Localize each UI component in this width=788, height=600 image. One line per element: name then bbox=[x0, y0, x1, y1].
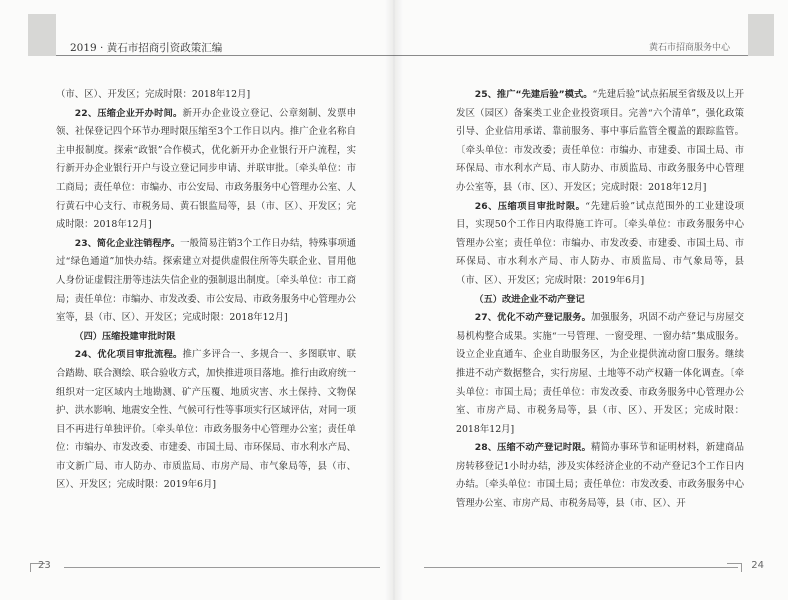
paragraph: 28、压缩不动产登记时限。精简办事环节和证明材料，新建商品房转移登记1小时办结，涉及实体经济企业的不动产登记3个工作日内办结。〔牵头单位：市国土局；责任单位：市发改委、市政务服务中心管理办公室、市房产局、市税务局等，县（市、区）、开 bbox=[456, 442, 744, 510]
paragraph-lead: 25、推广“先建后验”模式。 bbox=[474, 89, 593, 100]
header-tab bbox=[748, 14, 774, 56]
paragraph: 27、优化不动产登记服务。加强服务，巩固不动产登记与房屋交易机构整合成果。实施“一号管理、一窗受理、一窗办结”集成服务。设立企业直通车、企业自助服务区，为企业提供流动窗口服务。继续推进不动产数据整合，实行房屋、土地等不动产权籍一体化调查。〔牵头单位：市国土局；责任单位：市发改委、市政务服务中心管理办公室、市房产局、市税务局等，县（市、区）、开发区；完成时限：2018年12月] bbox=[456, 312, 744, 435]
page-number: 24 bbox=[751, 560, 764, 571]
paragraph-lead: 23、简化企业注销程序。 bbox=[74, 237, 181, 249]
section-title: （五）改进企业不动产登记 bbox=[474, 293, 585, 305]
paragraph: 23、简化企业注销程序。一般简易注销3个工作日办结，特殊事项通过“绿色通道”加快办结。探索建立对提供虚假住所等失联企业、冒用他人身份证虚假注册等违法失信企业的强制退出制度。〔牵头单位：市工商局；责任单位：市编办、市发改委、市公安局、市政务服务中心管理办公室等，县（市、区）、开发区；完成时限：2018年12月] bbox=[56, 237, 357, 324]
right-page bbox=[394, 0, 788, 600]
paragraph: （市、区）、开发区；完成时限：2018年12月] bbox=[56, 89, 251, 100]
page-body bbox=[56, 86, 356, 495]
paragraph-lead: 26、压缩项目审批时限。 bbox=[474, 200, 586, 212]
paragraph-lead: 28、压缩不动产登记时限。 bbox=[474, 442, 592, 454]
page-body bbox=[456, 86, 744, 514]
running-header: 黄石市招商服务中心 bbox=[648, 43, 730, 53]
paragraph-lead: 27、优化不动产登记服务。 bbox=[474, 312, 592, 324]
footer-rule bbox=[424, 567, 738, 568]
paragraph: 24、优化项目审批流程。推广多评合一、多规合一、多图联审、联合踏勘、联合测绘、联合验收方式，加快推进项目落地。推行由政府统一组织对一定区域内土地勘测、矿产压覆、地质灾害、水土保持、文物保护、洪水影响、地震安全性、气候可行性等事项实行区域评估，对同一项目不再进行单独评价。〔牵头单位：市政务服务中心管理办公室；责任单位：市编办、市发改委、市建委、市国土局、市环保局、市水利水产局、市文新广局、市人防办、市质监局、市房产局、市气象局等，县（市、区）、开发区；完成时限：2019年6月] bbox=[56, 349, 357, 491]
footer-ornament bbox=[727, 563, 742, 572]
paragraph: 22、压缩企业开办时间。新开办企业设立登记、公章刻制、发票申领、社保登记四个环节办理时限压缩至3个工作日以内。推广企业名称自主申报制度。探索“政银”合作模式，优化新开办企业银行开户流程，实行新开办企业银行开户与设立登记同步申请、并联审批。〔牵头单位：市工商局；责任单位：市编办、市公安局、市政务服务中心管理办公室、人行黄石中心支行、市税务局、黄石银监局等，县（市、区）、开发区；完成时限：2018年12月] bbox=[56, 107, 357, 231]
section-title: （四）压缩投建审批时限 bbox=[74, 330, 176, 342]
paragraph: 26、压缩项目审批时限。“先建后验”试点范围外的工业建设项目，实现50个工作日内取得施工许可。〔牵头单位：市政务服务中心管理办公室；责任单位：市编办、市发改委、市建委、市国土局、市环保局、市水利水产局、市人防办、市质监局、市气象局等，县（市、区）、开发区；完成时限：2019年6月] bbox=[456, 200, 744, 286]
paragraph-lead: 22、压缩企业开办时间。 bbox=[74, 107, 183, 119]
footer-rule bbox=[64, 567, 380, 568]
running-header: 2019 · 黄石市招商引资政策汇编 bbox=[70, 42, 223, 54]
header-rule bbox=[56, 55, 394, 56]
paragraph: 25、推广“先建后验”模式。“先建后验”试点拓展至省级及以上开发区（园区）备案类工业企业投资项目。完善“六个清单”，强化政策引导、企业信用承诺、靠前服务、事中事后监管全覆盖的跟踪监管。〔牵头单位：市发改委；责任单位：市编办、市建委、市国土局、市环保局、市水利水产局、市人防办、市质监局、市政务服务中心管理办公室等，县（市、区）、开发区；完成时限：2018年12月] bbox=[456, 89, 744, 193]
header-rule bbox=[394, 55, 748, 56]
page-footer bbox=[424, 560, 764, 574]
paragraph-lead: 24、优化项目审批流程。 bbox=[74, 349, 183, 361]
page-number: 23 bbox=[38, 560, 51, 571]
page-footer bbox=[30, 560, 380, 574]
header-tab bbox=[28, 14, 56, 56]
